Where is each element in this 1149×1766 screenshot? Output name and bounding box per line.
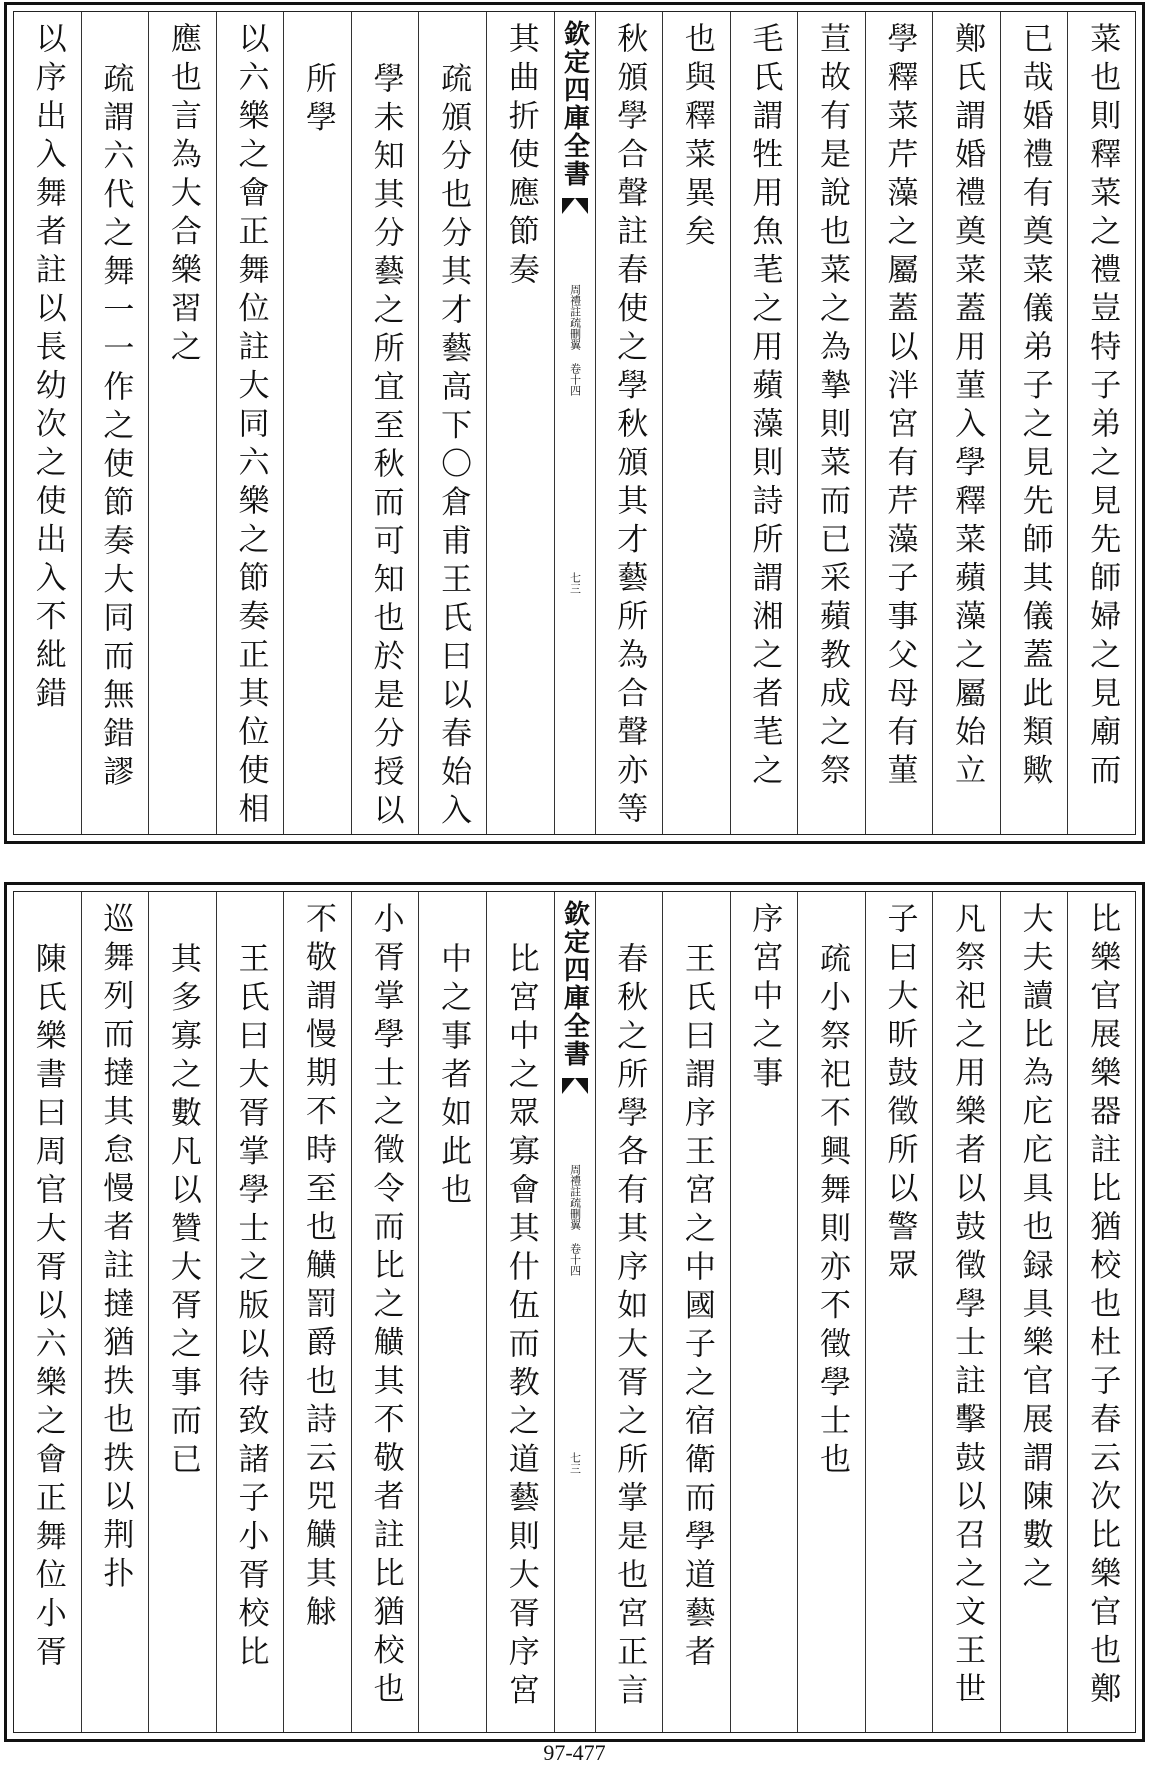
text-column: [730, 12, 798, 834]
column-text: 以六樂之會正舞位註大同六樂之節奏正其位使相: [232, 22, 269, 831]
upper-page: [4, 2, 1145, 844]
column-text: 學釋菜芹藻之屬蓋以泮宮有芹藻子事父母有菫: [881, 22, 918, 792]
library-title: 欽定四庫全書: [559, 900, 590, 1068]
text-column: [216, 12, 284, 834]
column-text: 秋頒學合聲註春使之學秋頒其才藝所為合聲亦等: [611, 22, 648, 831]
leaf-number: 七三: [568, 1452, 582, 1474]
column-text: 毛氏謂牲用魚芼之用蘋藻則詩所謂湘之者芼之: [746, 22, 783, 792]
column-text: 也與釋菜異矣: [678, 22, 715, 253]
volume-page-number: 97-477: [543, 1740, 606, 1765]
column-text: 小胥掌學士之徵令而比之觵其不敬者註比猶校也: [367, 902, 404, 1711]
text-column: [797, 12, 865, 834]
text-column: [1067, 12, 1135, 834]
column-text: 比宮中之眾寡會其什伍而教之道藝則大胥序宮: [502, 942, 539, 1712]
text-column: [1000, 12, 1068, 834]
column-text: 其多寡之數凡以贊大胥之事而已: [164, 942, 201, 1481]
text-column: [662, 12, 730, 834]
text-column: [418, 892, 486, 1732]
lower-page-columns: [13, 891, 1136, 1733]
column-text: 以序出入舞者註以長幼次之使出入不紕錯: [29, 22, 66, 715]
text-column: [797, 892, 865, 1732]
text-column: [14, 12, 81, 834]
column-text: 大夫讀比為庀庀具也録具樂官展謂陳數之: [1016, 902, 1053, 1595]
text-column: [351, 12, 419, 834]
column-text: 巡舞列而撻其怠慢者註撻猶抶也抶以荆扑: [97, 902, 134, 1595]
text-column: [1067, 892, 1135, 1732]
column-text: 疏謂六代之舞一一作之使節奏大同而無錯謬: [97, 62, 134, 794]
text-column: [351, 892, 419, 1732]
text-column: [932, 892, 1000, 1732]
column-text: 疏小祭祀不興舞則亦不徵學士也: [813, 942, 850, 1481]
text-column: [662, 892, 730, 1732]
column-text: 春秋之所學各有其序如大胥之所掌是也宮正言: [611, 942, 648, 1712]
column-text: 所學: [300, 62, 337, 139]
center-fold: [554, 12, 595, 834]
column-text: 已哉婚禮有奠菜儀弟子之見先師其儀蓋此類歟: [1016, 22, 1053, 792]
column-text: 不敬謂慢期不時至也觵罰爵也詩云兕觵其觩: [300, 902, 337, 1634]
text-column: [216, 892, 284, 1732]
text-column: [81, 12, 149, 834]
text-column: [81, 892, 149, 1732]
column-text: 王氏曰大胥掌學士之版以待致諸子小胥校比: [232, 942, 269, 1674]
text-column: [283, 892, 351, 1732]
column-text: 陳氏樂書曰周官大胥以六樂之會正舞位小胥: [29, 942, 66, 1674]
text-column: [14, 892, 81, 1732]
text-column: [148, 892, 216, 1732]
text-column: [486, 12, 554, 834]
fish-tail-mark-icon: [562, 1078, 588, 1094]
column-text: 應也言為大合樂習之: [164, 22, 201, 369]
text-column: [486, 892, 554, 1732]
column-text: 鄭氏謂婚禮奠菜蓋用菫入學釋菜蘋藻之屬始立: [949, 22, 986, 792]
text-column: [865, 12, 933, 834]
column-text: 序宮中之事: [746, 902, 783, 1095]
text-column: [932, 12, 1000, 834]
text-column: [730, 892, 798, 1732]
column-text: 荁故有是說也菜之為摯則菜而已采蘋教成之祭: [813, 22, 850, 792]
column-text: 學未知其分藝之所宜至秋而可知也於是分授以: [367, 62, 404, 832]
book-title-note: 周禮註疏刪翼 卷十四: [568, 284, 582, 396]
column-text: 子曰大昕鼓徵所以警眾: [881, 902, 918, 1287]
text-column: [283, 12, 351, 834]
column-text: 中之事者如此也: [435, 942, 472, 1212]
column-text: 凡祭祀之用樂者以鼓徵學士註擊鼓以召之文王世: [949, 902, 986, 1711]
lower-page: [4, 882, 1145, 1742]
text-column: [1000, 892, 1068, 1732]
leaf-number: 七三: [568, 572, 582, 594]
column-text: 其曲折使應節奏: [502, 22, 539, 292]
text-column: [865, 892, 933, 1732]
column-text: 王氏曰謂序王宮之中國子之宿衛而學道藝者: [678, 942, 715, 1674]
upper-page-columns: [13, 11, 1136, 835]
library-title: 欽定四庫全書: [559, 20, 590, 188]
text-column: [418, 12, 486, 834]
center-fold: [554, 892, 595, 1732]
book-title-note: 周禮註疏刪翼 卷十四: [568, 1164, 582, 1276]
column-text: 疏頒分也分其才藝高下〇倉甫王氏曰以春始入: [435, 62, 472, 832]
column-text: 菜也則釋菜之禮豈特子弟之見先師婦之見廟而: [1084, 22, 1121, 792]
text-column: [148, 12, 216, 834]
text-column: [595, 12, 663, 834]
fish-tail-mark-icon: [562, 198, 588, 214]
text-column: [595, 892, 663, 1732]
column-text: 比樂官展樂器註比猶校也杜子春云次比樂官也鄭: [1084, 902, 1121, 1711]
